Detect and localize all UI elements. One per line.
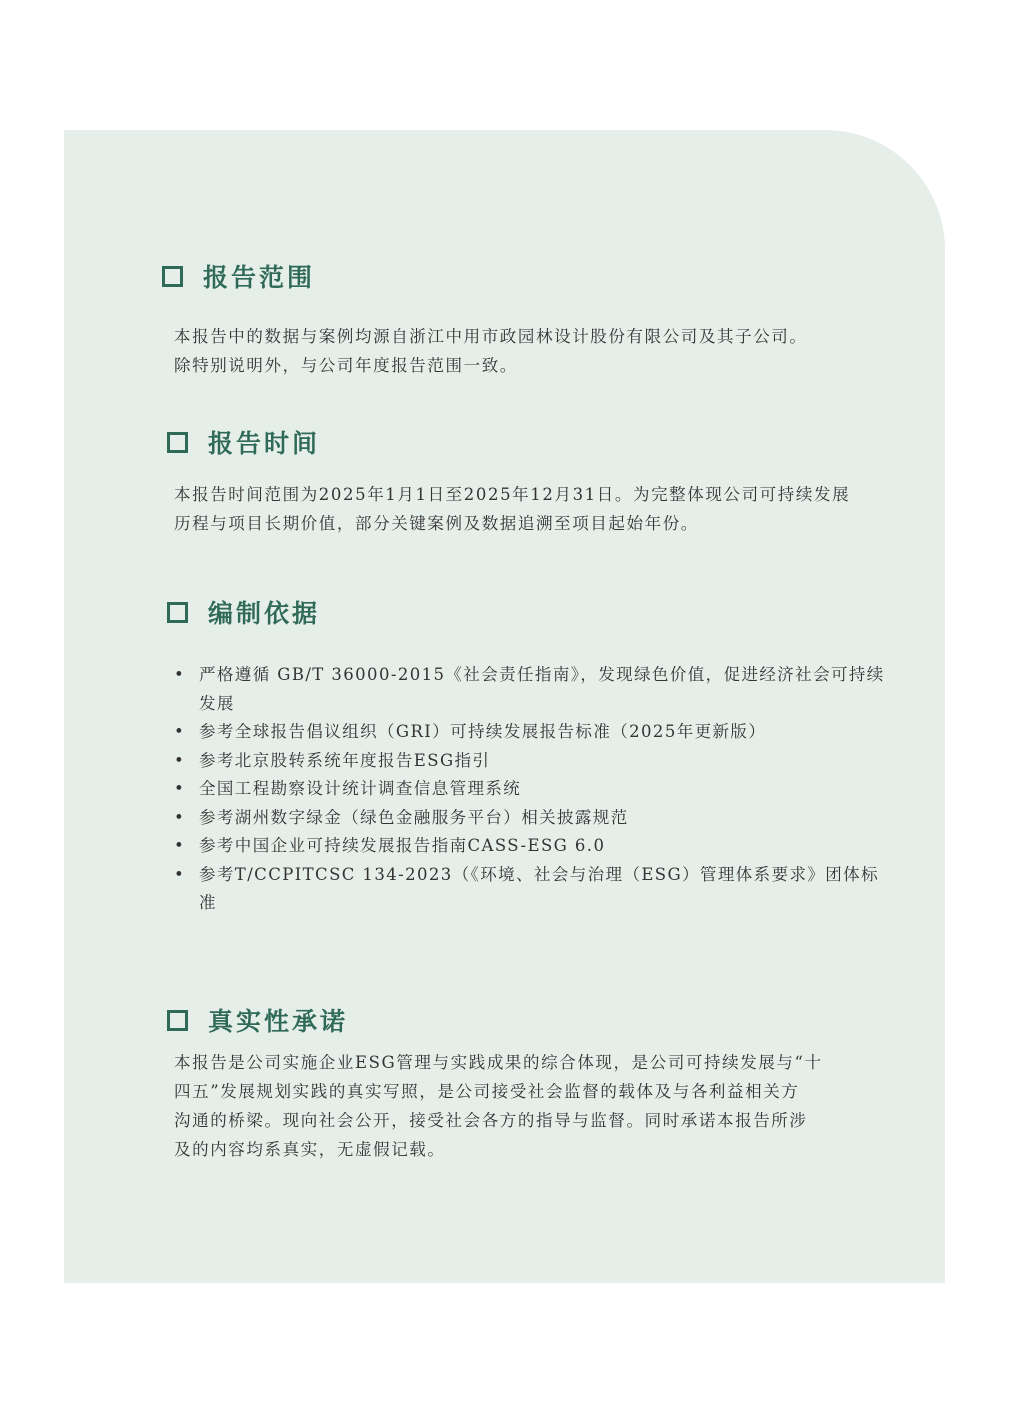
section-title-basis — [167, 594, 320, 630]
list-item — [174, 804, 894, 833]
bullet-icon: • — [174, 779, 186, 798]
section-title-period-text: 报告时间 — [208, 429, 321, 458]
commitment-line: 本报告是公司实施企业ESG管理与实践成果的综合体现，是公司可持续发展与“十 — [174, 1053, 823, 1072]
basis-list — [174, 661, 894, 918]
list-item-text: 参考中国企业可持续发展报告指南CASS-ESG 6.0 — [199, 836, 606, 855]
commitment-line: 沟通的桥梁。现向社会公开，接受社会各方的指导与监督。同时承诺本报告所涉 — [174, 1111, 808, 1130]
commitment-paragraph — [174, 1048, 894, 1164]
list-item-text: 参考T/CCPITCSC 134-2023（《环境、社会与治理（ESG）管理体系要求》团体标准 — [199, 864, 879, 912]
checkbox-square-icon — [167, 602, 188, 623]
bullet-icon: • — [174, 722, 186, 741]
period-line: 历程与项目长期价值，部分关键案例及数据追溯至项目起始年份。 — [174, 514, 699, 533]
list-item-text: 严格遵循 GB/T 36000-2015《社会责任指南》，发现绿色价值，促进经济社会可持续发展 — [199, 665, 885, 713]
bullet-icon: • — [174, 864, 186, 884]
section-title-basis-text: 编制依据 — [208, 599, 321, 628]
checkbox-square-icon — [167, 1010, 188, 1031]
list-item — [174, 747, 894, 776]
list-item — [174, 861, 894, 918]
commitment-line: 四五”发展规划实践的真实写照，是公司接受社会监督的载体及与各利益相关方 — [174, 1082, 800, 1101]
section-title-commitment-text: 真实性承诺 — [208, 1007, 349, 1036]
list-item — [174, 718, 894, 747]
list-item-text: 参考北京股转系统年度报告ESG指引 — [199, 750, 491, 770]
section-title-period — [167, 424, 320, 460]
list-item — [174, 661, 894, 718]
section-title-scope-text: 报告范围 — [203, 263, 316, 292]
bullet-icon: • — [174, 750, 186, 770]
section-title-scope — [162, 258, 315, 294]
list-item-text: 参考湖州数字绿金（绿色金融服务平台）相关披露规范 — [199, 807, 629, 827]
checkbox-square-icon — [162, 266, 183, 287]
scope-line: 本报告中的数据与案例均源自浙江中用市政园林设计股份有限公司及其子公司。 — [174, 327, 808, 346]
section-title-commitment — [167, 1002, 348, 1038]
bullet-icon: • — [174, 807, 186, 827]
list-item — [174, 832, 894, 861]
period-paragraph — [174, 480, 894, 538]
list-item-text: 参考全球报告倡议组织（GRI）可持续发展报告标准（2025年更新版） — [199, 722, 767, 741]
checkbox-square-icon — [167, 432, 188, 453]
bullet-icon: • — [174, 836, 186, 855]
scope-line: 除特别说明外，与公司年度报告范围一致。 — [174, 356, 518, 375]
commitment-line: 及的内容均系真实，无虚假记载。 — [174, 1140, 446, 1159]
list-item-text: 全国工程勘察设计统计调查信息管理系统 — [199, 779, 522, 798]
list-item — [174, 775, 894, 804]
period-line: 本报告时间范围为2025年1月1日至2025年12月31日。为完整体现公司可持续发展 — [174, 485, 851, 504]
bullet-icon: • — [174, 665, 186, 684]
scope-paragraph — [174, 322, 894, 380]
